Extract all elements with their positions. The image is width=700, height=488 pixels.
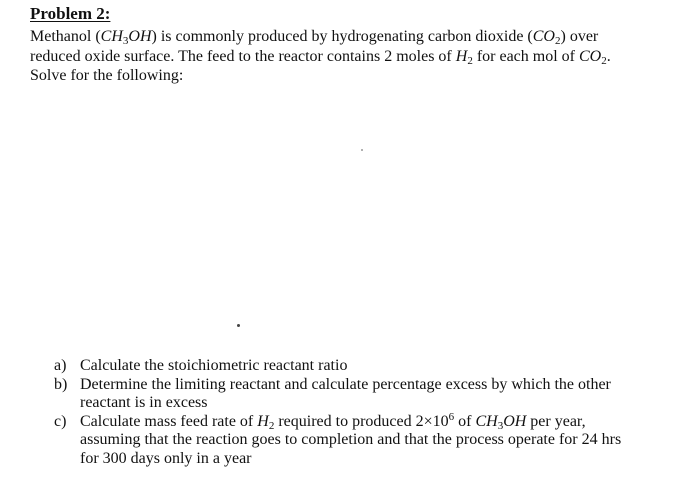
question-line: Calculate the stoichiometric reactant ratio (80, 357, 348, 374)
h2-formula (257, 413, 274, 430)
methanol-formula (475, 413, 526, 430)
formula-part: H (455, 47, 468, 65)
question-a (54, 357, 674, 376)
formula-subscript: 3 (497, 419, 504, 432)
question-line (80, 410, 674, 432)
intro-text: for each mol of (472, 47, 579, 65)
formula-subscript: 2 (268, 419, 275, 432)
methanol-formula (101, 28, 152, 45)
intro-text: ) over (560, 28, 599, 45)
question-text (80, 410, 674, 469)
intro-text: Methanol ( (30, 28, 101, 45)
question-text (80, 376, 674, 413)
question-text (80, 357, 674, 376)
formula-part: H (257, 412, 269, 430)
formula-part: CO (532, 28, 555, 45)
formula-subscript: 2 (601, 54, 607, 67)
question-text-part: required to produced 2×10 (274, 412, 449, 430)
formula-part: CH (100, 28, 123, 45)
question-line: for 300 days only in a year (80, 449, 252, 467)
scan-speck (237, 324, 240, 327)
formula-part: CH (475, 412, 498, 430)
question-text-part: per year, (526, 412, 586, 430)
intro-line-3: Solve for the following: (30, 67, 184, 84)
co2-formula (579, 48, 607, 65)
question-marker: c) (54, 412, 67, 430)
formula-subscript: 2 (467, 54, 473, 67)
formula-subscript: 2 (554, 35, 561, 47)
intro-text: reduced oxide surface. The feed to the reactor contains 2 moles of (30, 47, 456, 65)
intro-text: . (606, 47, 611, 65)
problem-intro (30, 27, 670, 86)
question-text-part: Calculate mass feed rate of (80, 412, 258, 430)
question-b (54, 376, 674, 413)
question-text-part: of (454, 412, 476, 430)
question-line: Determine the limiting reactant and calculate percentage excess by which the other (80, 375, 611, 393)
scan-speck (361, 149, 363, 151)
question-line: assuming that the reaction goes to completion and that the process operate for 24 hrs (80, 431, 622, 448)
question-list (54, 357, 674, 468)
intro-line-1 (30, 27, 670, 47)
intro-text: ) is commonly produced by hydrogenating carbon dioxide ( (151, 28, 533, 45)
formula-part: OH (503, 412, 527, 430)
exponent: 6 (448, 410, 455, 423)
h2-formula (456, 48, 473, 65)
question-line: reactant is in excess (80, 394, 208, 411)
co2-formula (533, 28, 561, 45)
formula-subscript: 3 (122, 35, 129, 47)
question-c (54, 410, 674, 469)
problem-title: Problem 2: (30, 4, 111, 23)
formula-part: CO (579, 47, 602, 65)
question-marker: a) (54, 357, 67, 374)
intro-line-2 (30, 47, 670, 67)
question-marker: b) (54, 375, 68, 393)
formula-part: OH (128, 28, 152, 45)
